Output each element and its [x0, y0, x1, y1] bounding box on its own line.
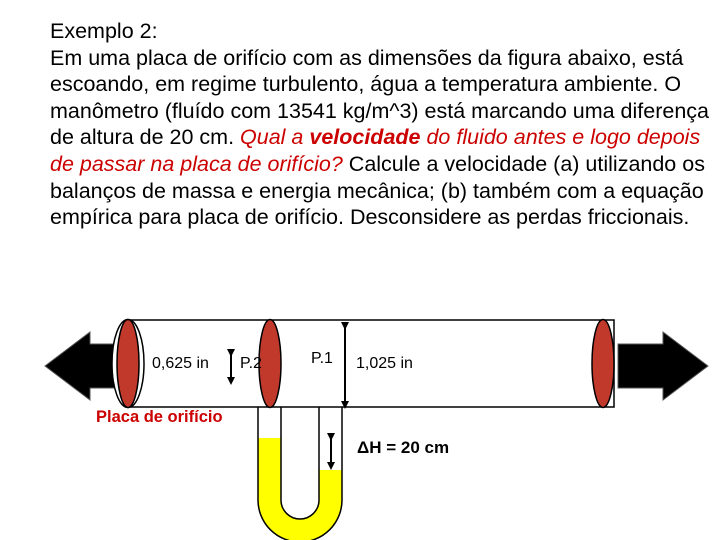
- p1-label: P.1: [311, 350, 333, 367]
- p2-label: P.2: [240, 355, 262, 372]
- manometer-fluid: [258, 438, 342, 540]
- pipe-right-end: [592, 320, 614, 408]
- delta-h-label: ΔH = 20 cm: [357, 438, 450, 457]
- orifice-plate-label: Placa de orifício: [96, 408, 223, 426]
- orifice-plate: [259, 320, 281, 408]
- question-red-bold: velocidade: [309, 125, 421, 150]
- question-red-b: do fluido antes e logo depois de passar na placa de orifício?: [50, 125, 701, 176]
- large-diameter-label: 1,025 in: [356, 355, 413, 372]
- pipe-left-inner: [117, 320, 139, 408]
- problem-text-part1: Em uma placa de orifício com as dimensões da figura abaixo, está escoando, em regime turbulento, água a temperatura ambiente. O manômetro (fluído com 13541 kg/m^3) está marcando uma diferença de altura de 20 cm.: [50, 45, 709, 150]
- problem-title: Exemplo 2:: [50, 19, 158, 43]
- right-flow-arrow: [618, 332, 708, 400]
- small-diameter-label: 0,625 in: [152, 355, 209, 372]
- problem-text-part2: Calcule a velocidade (a) utilizando os balanços de massa e energia mecânica; (b) também com a equação empírica para placa de orifício. Desconsidere as perdas friccionais.: [50, 151, 705, 230]
- question-red-a: Qual a: [240, 125, 310, 150]
